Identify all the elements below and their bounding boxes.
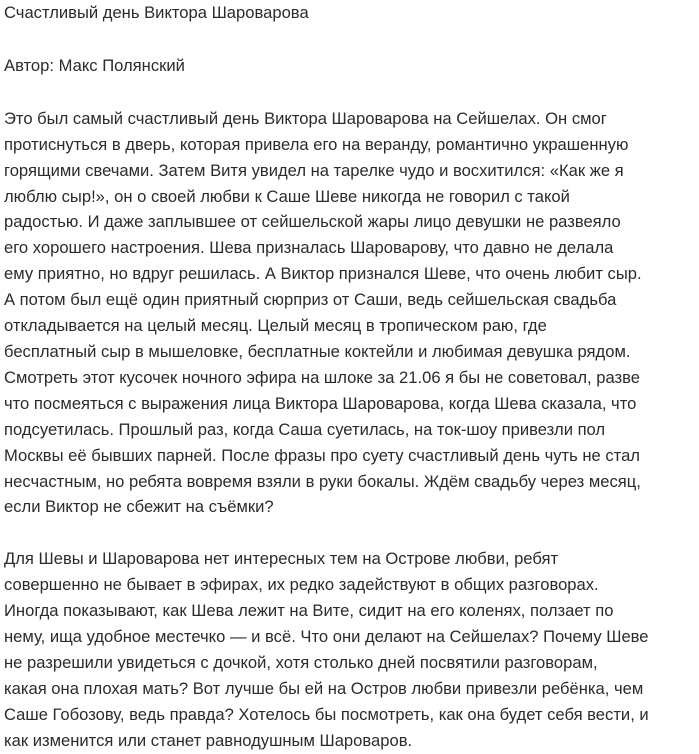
spacer (4, 520, 699, 546)
paragraph-1-line: люблю сыр!», он о своей любви к Саше Шеве никогда не говорил с такой (4, 186, 570, 206)
paragraph-1-line: Это был самый счастливый день Виктора Шароварова на Сейшелах. Он смог (4, 108, 607, 128)
paragraph-1-line: несчастным, но ребята вовремя взяли в руки бокалы. Ждём свадьбу через месяц, (4, 471, 641, 491)
paragraph-1-line: А потом был ещё один приятный сюрприз от Саши, ведь сейшельская свадьба (4, 290, 617, 310)
paragraph-2-line: какая она плохая мать? Вот лучше бы ей на Остров любви привезли ребёнка, чем (4, 678, 644, 698)
paragraph-1-line: если Виктор не сбежит на съёмки? (4, 497, 274, 517)
paragraph-2 (4, 546, 699, 753)
paragraph-1-line: Смотреть этот кусочек ночного эфира на шлоке за 21.06 я бы не советовал, разве (4, 367, 640, 387)
paragraph-1-line: горящими свечами. Затем Витя увидел на тарелке чудо и восхитился: «Как же я (4, 160, 624, 180)
paragraph-1-line: Москвы её бывших парней. После фразы про суету счастливый день чуть не стал (4, 445, 640, 465)
paragraph-1-line: радостью. И даже заплывшее от сейшельской жары лицо девушки не развеяло (4, 212, 621, 232)
paragraph-2-line: совершенно не бывает в эфирах, их редко задействуют в общих разговорах. (4, 575, 599, 595)
paragraph-2-line: Иногда показывают, как Шева лежит на Вите, сидит на его коленях, ползает по (4, 601, 614, 621)
article-author: Автор: Макс Полянский (4, 55, 185, 75)
paragraph-2-line: нему, ища удобное местечко — и всё. Что они делают на Сейшелах? Почему Шеве (4, 627, 649, 647)
paragraph-1-line: его хорошего настроения. Шева призналась Шароварову, что давно не делала (4, 238, 614, 258)
paragraph-2-line: не разрешили увидеться с дочкой, хотя столько дней посвятили разговорам, (4, 652, 598, 672)
article (4, 0, 699, 754)
paragraph-1-line: протиснуться в дверь, которая привела его на веранду, романтично украшенную (4, 134, 629, 154)
paragraph-1-line: откладывается на целый месяц. Целый месяц в тропическом раю, где (4, 316, 547, 336)
paragraph-2-line: как изменится или станет равнодушным Шароваров. (4, 730, 413, 750)
paragraph-1-line: бесплатный сыр в мышеловке, бесплатные коктейли и любимая девушка рядом. (4, 341, 631, 361)
paragraph-2-line: Саше Гобозову, ведь правда? Хотелось бы посмотреть, как она будет себя вести, и (4, 704, 649, 724)
paragraph-1-line: ему приятно, но вдруг решилась. А Виктор признался Шеве, что очень любит сыр. (4, 264, 642, 284)
paragraph-1-line: что посмеяться с выражения лица Виктора Шароварова, когда Шева сказала, что (4, 393, 637, 413)
article-title: Счастливый день Виктора Шароварова (4, 3, 309, 22)
spacer (4, 79, 699, 106)
paragraph-1 (4, 106, 699, 521)
spacer (4, 26, 699, 53)
paragraph-2-line: Для Шевы и Шароварова нет интересных тем на Острове любви, ребят (4, 549, 559, 569)
paragraph-1-line: подсуетилась. Прошлый раз, когда Саша суетилась, на ток-шоу привезли пол (4, 419, 606, 439)
